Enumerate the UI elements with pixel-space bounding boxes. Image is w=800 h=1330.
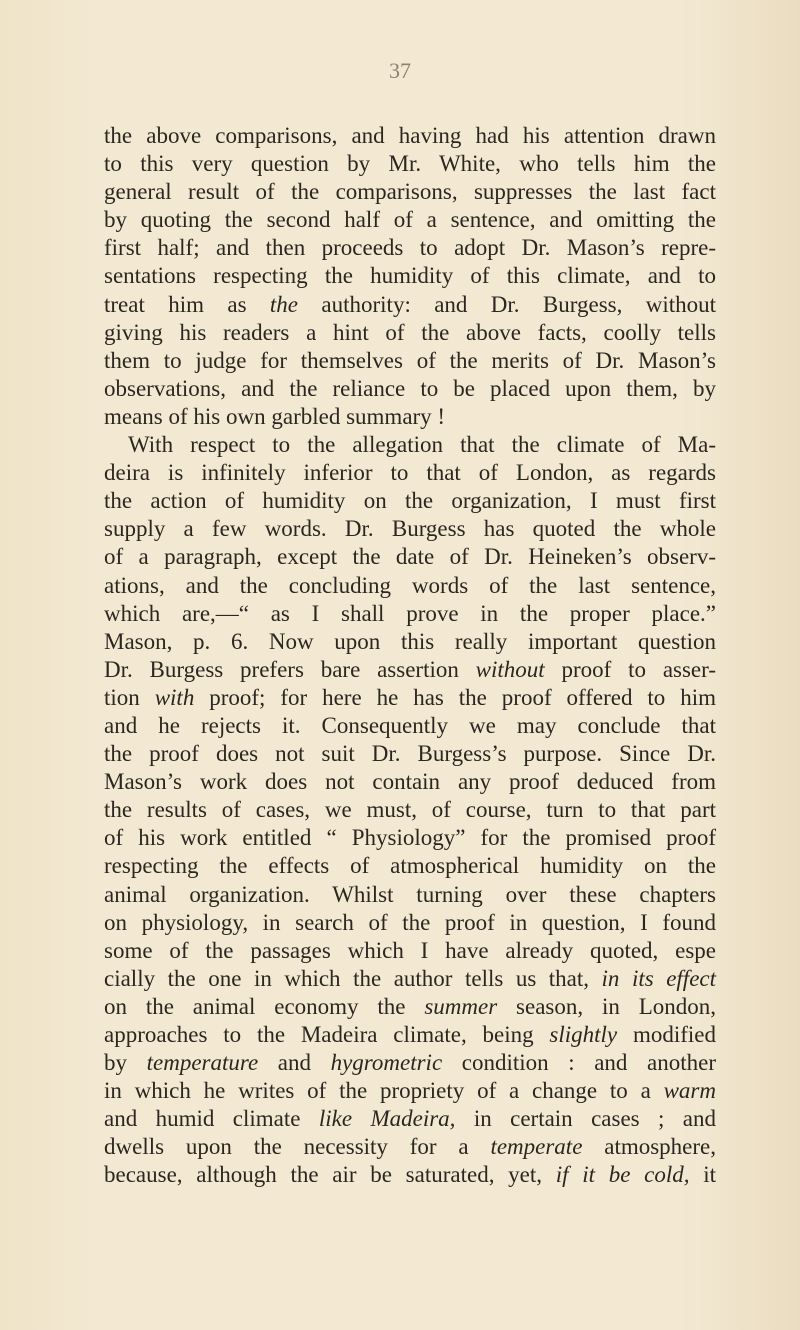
text-segment: by quoting the second half of a sentence, and omitting the xyxy=(104,207,716,233)
text-segment: on the animal economy the xyxy=(104,993,425,1019)
text-segment: and xyxy=(258,1050,331,1076)
text-segment: general result of the comparisons, suppresses the last fact xyxy=(104,179,716,205)
text-line xyxy=(104,375,716,403)
text-segment: With respect to the allegation that the climate of Ma- xyxy=(128,432,716,458)
text-segment: animal organization. Whilst turning over these chapters xyxy=(104,881,716,907)
text-line xyxy=(104,543,716,571)
text-line xyxy=(104,1021,716,1049)
text-line xyxy=(104,291,716,319)
text-line xyxy=(104,487,716,515)
text-line xyxy=(104,824,716,852)
text-line xyxy=(104,1077,716,1105)
text-segment: giving his readers a hint of the above facts, coolly tells xyxy=(104,319,716,345)
text-line xyxy=(104,600,716,628)
text-line xyxy=(104,993,716,1021)
text-segment: approaches to the Madeira climate, being xyxy=(104,1022,550,1047)
text-line xyxy=(104,712,716,740)
italic-text: hygrometric xyxy=(330,1050,443,1076)
italic-text: the xyxy=(269,291,299,317)
text-segment: because, although the air be saturated, yet, xyxy=(104,1162,556,1188)
text-segment: by xyxy=(104,1050,147,1076)
text-segment: atmosphere, xyxy=(582,1134,716,1160)
text-segment: on physiology, in search of the proof in question, I found xyxy=(104,909,716,935)
italic-text: slightly xyxy=(549,1022,618,1047)
text-line xyxy=(104,768,716,796)
text-segment: and humid climate xyxy=(104,1106,319,1132)
text-segment: them to judge for themselves of the merits of Dr. Mason’s xyxy=(104,347,716,373)
text-segment: the above comparisons, and having had his attention drawn xyxy=(104,123,716,148)
text-line xyxy=(104,262,716,290)
text-line xyxy=(104,1161,716,1189)
text-segment: observations, and the reliance to be placed upon them, by xyxy=(104,375,716,401)
text-line xyxy=(104,740,716,768)
text-line xyxy=(104,347,716,375)
text-segment: tion xyxy=(104,684,155,710)
text-segment: it xyxy=(689,1162,717,1188)
italic-text: summer xyxy=(424,993,498,1019)
text-segment: dwells upon the necessity for a xyxy=(104,1134,491,1160)
text-line xyxy=(104,881,716,909)
text-line xyxy=(104,937,716,965)
italic-text: warm xyxy=(663,1078,716,1104)
text-segment: first half; and then proceeds to adopt Dr. Mason’s repre- xyxy=(104,235,716,261)
text-line xyxy=(104,122,716,150)
text-segment: deira is infinitely inferior to that of London, as regards xyxy=(104,460,716,486)
text-line xyxy=(104,150,716,178)
italic-text: like Madeira, xyxy=(318,1106,456,1132)
italic-text: temperate xyxy=(490,1134,583,1160)
text-segment: condition : and another xyxy=(442,1050,716,1076)
text-line xyxy=(104,628,716,656)
text-segment: treat him as xyxy=(104,291,270,317)
text-segment: season, in London, xyxy=(497,993,716,1019)
text-segment: modified xyxy=(617,1022,716,1047)
text-line xyxy=(104,656,716,684)
text-segment: the results of cases, we must, of course, turn to that part xyxy=(104,797,716,823)
text-line xyxy=(104,909,716,937)
body-text xyxy=(104,122,716,1190)
text-segment: supply a few words. Dr. Burgess has quoted the whole xyxy=(104,516,716,542)
page-number: 37 xyxy=(389,58,411,83)
text-segment: means of his own garbled summary ! xyxy=(104,403,446,429)
text-line xyxy=(104,515,716,543)
text-segment: Mason’s work does not contain any proof deduced from xyxy=(104,769,716,795)
text-segment: authority: and Dr. Burgess, without xyxy=(298,291,716,317)
text-line xyxy=(104,431,716,459)
text-segment: to this very question by Mr. White, who tells him the xyxy=(104,151,716,177)
text-segment: Mason, p. 6. Now upon this really important question xyxy=(104,628,716,654)
text-line xyxy=(104,319,716,347)
text-segment: in which he writes of the propriety of a change to a xyxy=(104,1078,664,1104)
text-line xyxy=(104,234,716,262)
text-line xyxy=(104,178,716,206)
text-segment: which are,—“ as I shall prove in the proper place.” xyxy=(104,600,716,626)
text-segment: proof to asser- xyxy=(544,656,716,682)
text-line xyxy=(104,796,716,824)
text-segment: the proof does not suit Dr. Burgess’s purpose. Since Dr. xyxy=(104,741,716,767)
text-line xyxy=(104,403,716,431)
text-segment: of a paragraph, except the date of Dr. Heineken’s observ- xyxy=(104,544,716,570)
text-line xyxy=(104,1105,716,1133)
text-segment: respecting the effects of atmospherical humidity on the xyxy=(104,853,716,879)
text-segment: and he rejects it. Consequently we may conclude that xyxy=(104,712,716,738)
text-segment: the action of humidity on the organization, I must first xyxy=(104,488,716,514)
text-line xyxy=(104,1133,716,1161)
italic-text: without xyxy=(475,656,545,682)
text-segment: of his work entitled “ Physiology” for the promised proof xyxy=(104,825,716,851)
text-segment: ations, and the concluding words of the last sentence, xyxy=(104,572,716,598)
text-segment: proof; for here he has the proof offered to him xyxy=(194,684,716,710)
text-line xyxy=(104,852,716,880)
text-line xyxy=(104,459,716,487)
italic-text: with xyxy=(154,684,195,710)
text-line xyxy=(104,206,716,234)
text-line xyxy=(104,572,716,600)
italic-text: if it be cold, xyxy=(555,1162,690,1188)
text-segment: in certain cases ; and xyxy=(455,1106,716,1132)
text-segment: some of the passages which I have already quoted, espe xyxy=(104,937,716,963)
text-line xyxy=(104,684,716,712)
text-segment: Dr. Burgess prefers bare assertion xyxy=(104,656,476,682)
text-line xyxy=(104,965,716,993)
italic-text: temperature xyxy=(146,1050,259,1076)
text-line xyxy=(104,1049,716,1077)
text-segment: cially the one in which the author tells us that, xyxy=(104,965,602,991)
text-segment: sentations respecting the humidity of this climate, and to xyxy=(104,263,716,289)
italic-text: in its effect xyxy=(601,965,716,991)
